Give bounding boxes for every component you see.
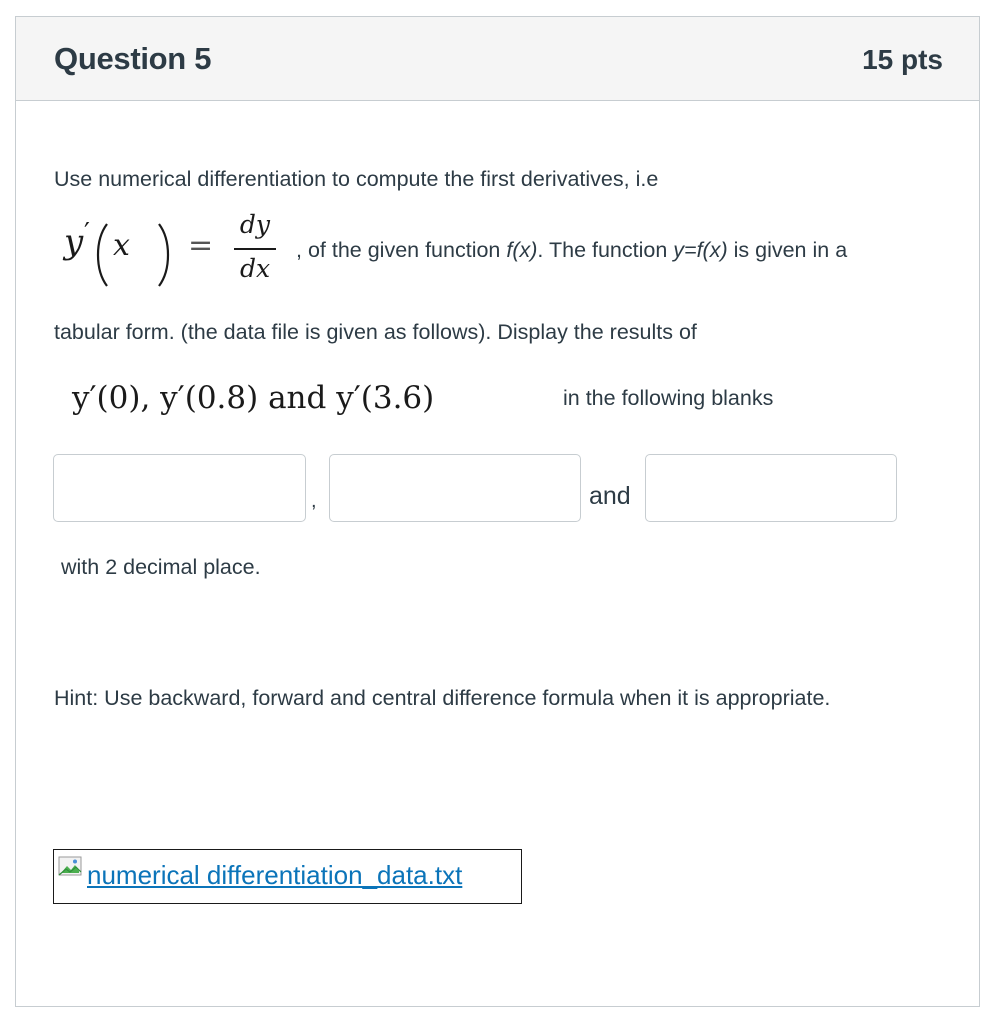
line2-fx: f(x) <box>506 238 538 262</box>
line2-prefix: , of the given function <box>296 238 507 262</box>
question-header <box>16 17 979 101</box>
right-paren-icon <box>156 222 174 288</box>
derivative-points-formula: y′(0), y′(0.8) and y′(3.6) <box>72 380 435 416</box>
formula-prime: ′ <box>84 218 90 248</box>
question-text-line3: tabular form. (the data file is given as follows). Display the results of <box>54 320 697 344</box>
line2-suffix: is given in a <box>727 238 848 262</box>
line2-yfx: y=f(x) <box>673 238 728 262</box>
question-text-line1: Use numerical differentiation to compute the first derivatives, i.e <box>54 167 659 191</box>
formula-y: y <box>64 222 84 262</box>
answer-blank-2[interactable] <box>329 454 581 522</box>
line2-mid: . The function <box>537 238 674 262</box>
blank-separator-and: and <box>589 482 631 510</box>
answer-blank-1[interactable] <box>53 454 306 522</box>
left-paren-icon <box>92 222 110 288</box>
question-title: Question 5 <box>54 41 212 76</box>
formula-denominator: dx <box>239 254 271 283</box>
question-text-line2 <box>296 238 847 263</box>
formula-x: x <box>113 228 130 263</box>
attachment-container <box>53 849 522 904</box>
fraction-bar <box>234 248 276 250</box>
hint-text: Hint: Use backward, forward and central difference formula when it is appropriate. <box>54 686 831 710</box>
question-text-line4: in the following blanks <box>563 386 774 410</box>
blank-separator-comma: , <box>311 490 317 512</box>
broken-image-icon <box>58 856 88 880</box>
answer-blank-3[interactable] <box>645 454 897 522</box>
formula-equals: = <box>188 228 214 263</box>
question-points: 15 pts <box>862 44 943 75</box>
attachment-link[interactable]: numerical differentiation_data.txt <box>87 860 463 890</box>
formula-numerator: dy <box>239 210 271 239</box>
question-text-line5: with 2 decimal place. <box>61 555 261 579</box>
